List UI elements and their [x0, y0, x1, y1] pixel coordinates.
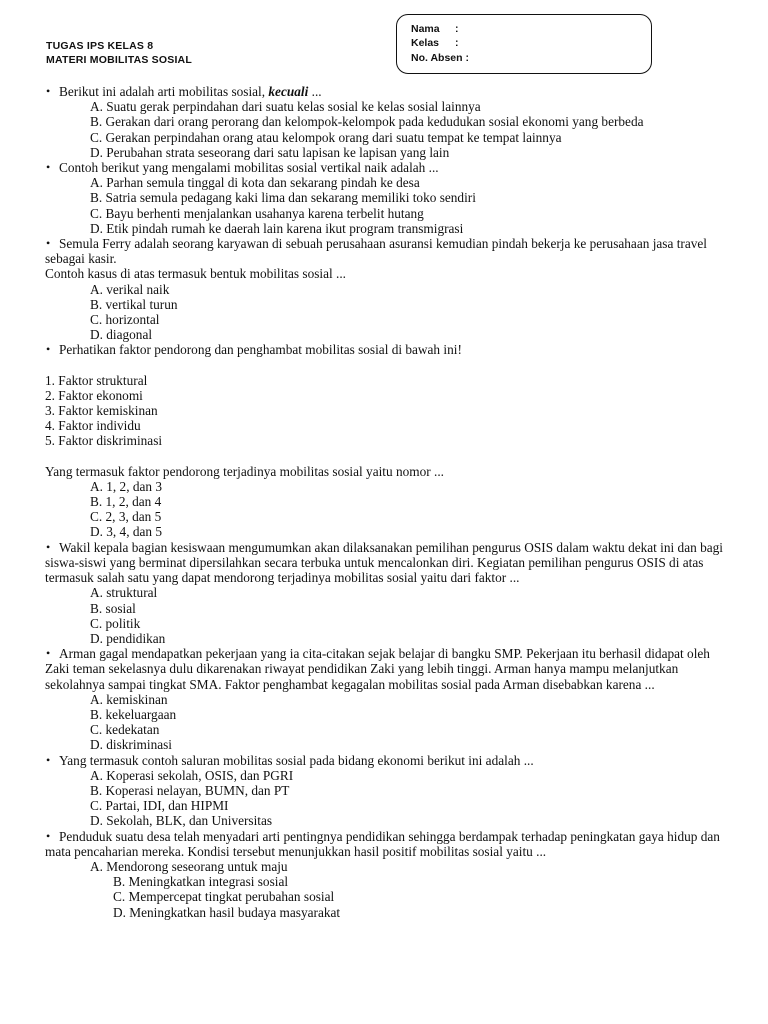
question-stem: Yang termasuk contoh saluran mobilitas sosial pada bidang ekonomi berikut ini adalah ...: [59, 752, 534, 768]
option-b[interactable]: B. Satria semula pedagang kaki lima dan sekarang memiliki toko sendiri: [90, 190, 476, 206]
name-colon: :: [455, 23, 459, 35]
factor-item: 1. Faktor struktural: [45, 372, 148, 388]
bullet-icon: •: [46, 539, 51, 554]
question-7: [45, 753, 725, 768]
option-b[interactable]: B. Koperasi nelayan, BUMN, dan PT: [90, 782, 290, 798]
option-d[interactable]: D. 3, 4, dan 5: [90, 524, 163, 540]
question-6: [45, 646, 725, 692]
question-stem: Perhatikan faktor pendorong dan penghambat mobilitas sosial di bawah ini!: [59, 342, 462, 358]
option-a[interactable]: A. 1, 2, dan 3: [90, 478, 163, 494]
option-a[interactable]: A. Parhan semula tinggal di kota dan sekarang pindah ke desa: [90, 175, 420, 191]
class-field: [411, 37, 459, 49]
bullet-icon: •: [46, 236, 51, 251]
option-c[interactable]: C. Partai, IDI, dan HIPMI: [90, 798, 229, 814]
option-c[interactable]: C. kedekatan: [90, 722, 160, 738]
option-d[interactable]: D. diskriminasi: [90, 737, 172, 753]
question-1: [45, 84, 725, 99]
option-c[interactable]: C. 2, 3, dan 5: [90, 509, 162, 525]
worksheet-title: TUGAS IPS KELAS 8: [46, 40, 154, 52]
spacer: [45, 449, 725, 464]
bullet-icon: •: [46, 160, 51, 175]
question-8: [45, 829, 725, 859]
question-4: [45, 342, 725, 357]
option-b[interactable]: B. Meningkatkan integrasi sosial: [113, 874, 289, 890]
question-2: [45, 160, 725, 175]
option-a[interactable]: A. Koperasi sekolah, OSIS, dan PGRI: [90, 767, 294, 783]
option-c[interactable]: C. horizontal: [90, 312, 160, 328]
question-substem: Yang termasuk faktor pendorong terjadinya mobilitas sosial yaitu nomor ...: [45, 463, 444, 479]
option-b[interactable]: B. Gerakan dari orang perorang dan kelompok-kelompok pada kedudukan sosial ekonomi yang berbeda: [90, 114, 644, 130]
question-ellipsis: ...: [311, 84, 322, 99]
name-field: [411, 23, 459, 35]
student-id-box: [396, 14, 652, 74]
option-d[interactable]: D. pendidikan: [90, 630, 166, 646]
option-c[interactable]: C. Bayu berhenti menjalankan usahanya karena terbelit hutang: [90, 205, 424, 221]
option-b[interactable]: B. vertikal turun: [90, 296, 178, 312]
factor-item: 2. Faktor ekonomi: [45, 387, 143, 403]
question-list: [45, 84, 725, 920]
option-c[interactable]: C. Gerakan perpindahan orang atau kelompok orang dari suatu tempat ke tempat lainnya: [90, 129, 562, 145]
question-3: [45, 236, 725, 266]
option-d[interactable]: D. Etik pindah rumah ke daerah lain karena ikut program transmigrasi: [90, 220, 464, 236]
option-d[interactable]: D. Sekolah, BLK, dan Universitas: [90, 813, 273, 829]
option-a[interactable]: A. Suatu gerak perpindahan dari suatu kelas sosial ke kelas sosial lainnya: [90, 99, 481, 115]
bullet-icon: •: [46, 752, 51, 767]
option-b[interactable]: B. 1, 2, dan 4: [90, 494, 162, 510]
factor-item: 4. Faktor individu: [45, 418, 141, 434]
option-a[interactable]: A. Mendorong seseorang untuk maju: [90, 858, 288, 874]
option-a[interactable]: A. struktural: [90, 585, 158, 601]
name-label: Nama: [411, 23, 440, 35]
worksheet-subtitle: MATERI MOBILITAS SOSIAL: [46, 54, 192, 66]
class-label: Kelas: [411, 37, 440, 49]
absen-label: No. Absen :: [411, 52, 469, 64]
question-stem: Penduduk suatu desa telah menyadari arti pentingnya pendidikan sehingga berdampak terhadap peningkatan gaya hidup dan mata pencaharian mereka. Kondisi tersebut menunjukkan hasil positif mobilitas sosial yaitu ...: [45, 828, 720, 859]
absen-field: [411, 52, 469, 64]
question-stem: Contoh berikut yang mengalami mobilitas sosial vertikal naik adalah ...: [59, 160, 439, 176]
question-stem: Berikut ini adalah arti mobilitas sosial,: [59, 84, 266, 99]
option-d[interactable]: D. Perubahan strata seseorang dari satu lapisan ke lapisan yang lain: [90, 144, 450, 160]
option-c[interactable]: C. Mempercepat tingkat perubahan sosial: [113, 889, 335, 905]
bullet-icon: •: [46, 828, 51, 843]
question-stem: Arman gagal mendapatkan pekerjaan yang ia cita-citakan sejak belajar di bangku SMP. Pekerjaan itu berhasil didapat oleh Zaki teman sekelasnya dulu dikarenakan riwayat pendidikan Zaki yang lebih tinggi. Arman hanya mampu melanjutkan sekolahnya sampai tingkat SMA. Faktor penghambat kegagalan mobilitas sosial pada Arman disebabkan karena ...: [45, 646, 710, 692]
option-a[interactable]: A. kemiskinan: [90, 691, 168, 707]
option-c[interactable]: C. politik: [90, 615, 141, 631]
factor-item: 3. Faktor kemiskinan: [45, 403, 158, 419]
bullet-icon: •: [46, 342, 51, 357]
bullet-icon: •: [46, 84, 51, 98]
option-b[interactable]: B. sosial: [90, 600, 136, 616]
option-d[interactable]: D. Meningkatkan hasil budaya masyarakat: [113, 904, 341, 920]
question-emphasis: kecuali: [268, 84, 309, 99]
question-5: [45, 540, 725, 586]
factor-item: 5. Faktor diskriminasi: [45, 433, 163, 449]
spacer: [45, 358, 725, 373]
question-substem: Contoh kasus di atas termasuk bentuk mobilitas sosial ...: [45, 266, 346, 282]
option-b[interactable]: B. kekeluargaan: [90, 706, 177, 722]
class-colon: :: [455, 37, 459, 49]
bullet-icon: •: [46, 646, 51, 661]
question-stem: Wakil kepala bagian kesiswaan mengumumkan akan dilaksanakan pemilihan pengurus OSIS dalam waktu dekat ini dan bagi siswa-siswi yang berminat dipersilahkan secara terbuka untuk mencalonkan diri. Kegiatan pemilihan pengurus OSIS di atas termasuk salah satu yang dapat mendorong terjadinya mobilitas sosial yaitu dari faktor ...: [45, 539, 723, 586]
question-stem: Semula Ferry adalah seorang karyawan di sebuah perusahaan asuransi kemudian pindah bekerja ke perusahaan jasa travel sebagai kasir.: [45, 236, 707, 267]
option-d[interactable]: D. diagonal: [90, 327, 153, 343]
option-a[interactable]: A. verikal naik: [90, 281, 170, 297]
